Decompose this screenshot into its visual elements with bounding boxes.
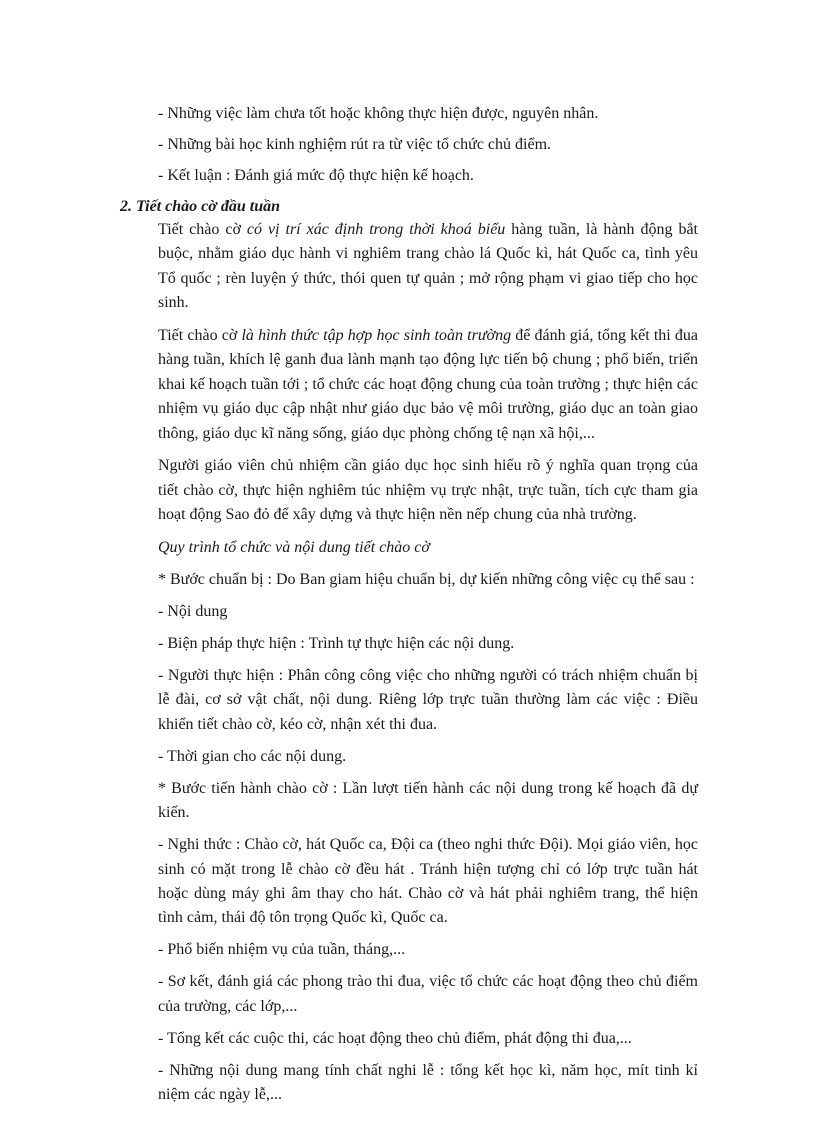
list-item: * Bước tiến hành chào cờ : Lần lượt tiến hành các nội dung trong kế hoạch đã dự kiến. xyxy=(158,780,698,822)
list-item: - Những bài học kinh nghiệm rút ra từ việc tổ chức chủ điểm. xyxy=(158,136,552,154)
list-item: - Phổ biến nhiệm vụ của tuần, tháng,... xyxy=(158,941,406,959)
paragraph-1-rest: hàng tuần, là hành động bắt buộc, nhằm giáo dục hành vi nghiêm trang chào lá Quốc kì, hát Quốc ca, tình yêu Tổ quốc ; rèn luyện ý thức, thói quen tự quản ; mở rộng phạm vi giao tiếp cho học sinh. xyxy=(158,220,699,312)
list-item: - Nội dung xyxy=(158,602,228,620)
list-item: - Sơ kết, đánh giá các phong trào thi đua, việc tổ chức các hoạt động theo chủ điểm của trường, các lớp,... xyxy=(158,973,698,1015)
paragraph-2 xyxy=(158,324,698,447)
paragraph-1 xyxy=(158,218,698,316)
paragraph-2-rest: để đánh giá, tổng kết thi đua hàng tuần, khích lệ ganh đua lành mạnh tạo động lực tiến bộ chung ; phổ biến, triển khai kế hoạch tuần tới ; tổ chức các hoạt động chung của toàn trường ; thực hiện các nhiệm vụ giáo dục cập nhật như giáo dục bảo vệ môi trường, giáo dục an toàn giao thông, giáo dục kĩ năng sống, giáo dục phòng chống tệ nạn xã hội,... xyxy=(158,326,699,442)
paragraph-2-emphasis: là hình thức tập hợp học sinh toàn trường xyxy=(241,326,512,344)
list-item: - Thời gian cho các nội dung. xyxy=(158,747,347,765)
paragraph-1-lead: Tiết chào cờ xyxy=(158,220,247,238)
list-item: - Kết luận : Đánh giá mức độ thực hiện kế hoạch. xyxy=(158,167,474,185)
procedure-subtitle: Quy trình tổ chức và nội dung tiết chào cờ xyxy=(158,538,430,556)
paragraph-1-emphasis: có vị trí xác định trong thời khoá biểu xyxy=(246,220,506,238)
section-heading: 2. Tiết chào cờ đầu tuần xyxy=(120,197,280,215)
paragraph-2-lead: Tiết chào cờ xyxy=(158,326,242,344)
list-item: - Biện pháp thực hiện : Trình tự thực hiện các nội dung. xyxy=(158,635,515,653)
list-item: - Tổng kết các cuộc thi, các hoạt động theo chủ điểm, phát động thi đua,... xyxy=(158,1029,632,1047)
list-item: - Người thực hiện : Phân công công việc cho những người có trách nhiệm chuẩn bị lễ đài, cơ sở vật chất, nội dung. Riêng lớp trực tuần thường làm các việc : Điều khiển tiết chào cờ, kéo cờ, nhận xét thi đua. xyxy=(158,667,698,733)
paragraph-3: Người giáo viên chủ nhiệm cần giáo dục học sinh hiểu rõ ý nghĩa quan trọng của tiết chào cờ, thực hiện nghiêm túc nhiệm vụ trực nhật, trực tuần, tích cực tham gia hoạt động Sao đỏ để xây dựng và thực hiện nền nếp chung của nhà trường. xyxy=(158,457,698,524)
list-item: - Những việc làm chưa tốt hoặc không thực hiện được, nguyên nhân. xyxy=(158,105,599,122)
page-content xyxy=(120,102,699,1115)
list-item: - Những nội dung mang tính chất nghi lễ : tổng kết học kì, năm học, mít tinh kỉ niệm các ngày lễ,... xyxy=(158,1062,698,1104)
list-item: * Bước chuẩn bị : Do Ban giam hiệu chuẩn bị, dự kiến những công việc cụ thể sau : xyxy=(158,570,695,588)
list-item: - Nghi thức : Chào cờ, hát Quốc ca, Đội ca (theo nghi thức Đội). Mọi giáo viên, học sinh có mặt trong lễ chào cờ đều hát . Tránh hiện tượng chỉ có lớp trực tuần hát hoặc dùng máy ghi âm thay cho hát. Chào cờ và hát phải nghiêm trang, thể hiện tình cảm, thái độ tôn trọng Quốc kì, Quốc ca. xyxy=(158,836,698,927)
